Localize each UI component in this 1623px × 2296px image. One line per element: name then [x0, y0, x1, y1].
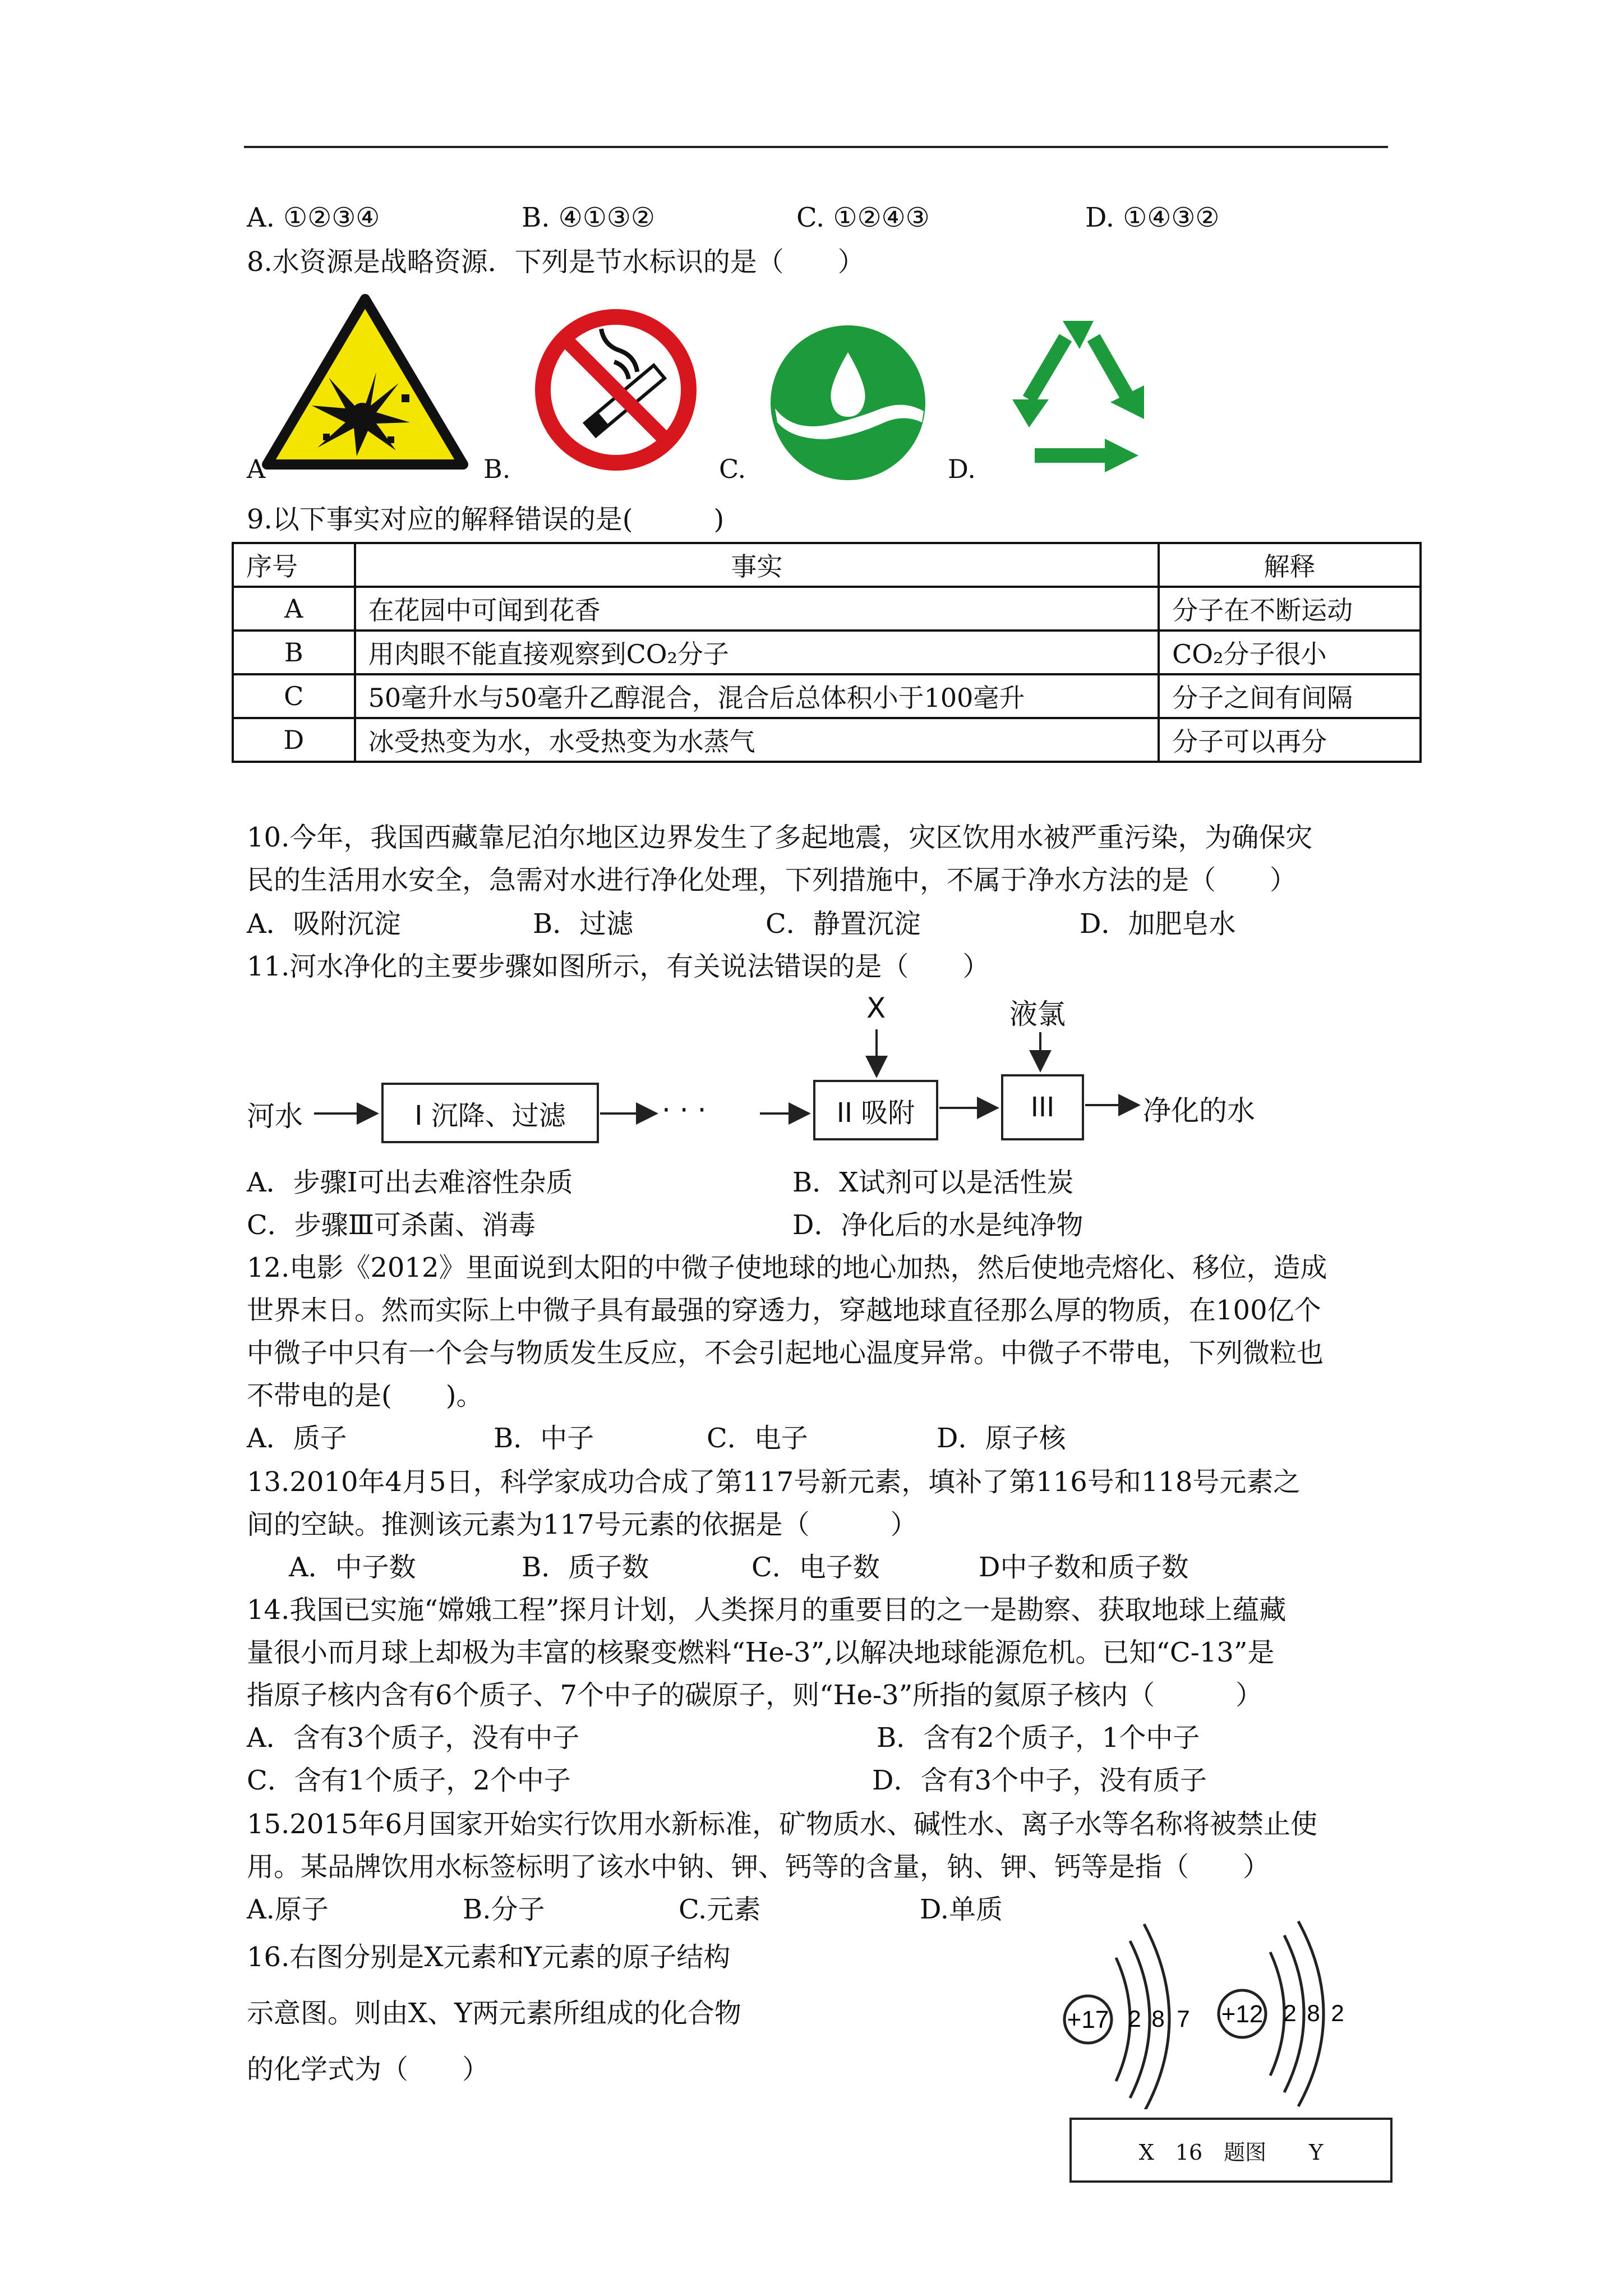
flow-ellipsis: · · · — [662, 1094, 707, 1126]
flow-step-1-box: I 沉降、过滤 — [381, 1083, 599, 1143]
q12-option-c: C．电子 — [707, 1423, 808, 1454]
q16-line-2: 示意图。则由X、Y两元素所组成的化合物 — [247, 1998, 741, 2029]
q16-line-1: 16.右图分别是X元素和Y元素的原子结构 — [247, 1941, 731, 1973]
table-cell: 分子在不断运动 — [1159, 587, 1421, 631]
flow-river-water: 河水 — [247, 1100, 303, 1133]
table-cell: 分子可以再分 — [1159, 718, 1421, 762]
q13-option-c: C．电子数 — [751, 1552, 880, 1583]
q12-line-4: 不带电的是( )。 — [247, 1380, 483, 1411]
flow-step-3-box: III — [1001, 1074, 1084, 1140]
q11-stem: 11.河水净化的主要步骤如图所示，有关说法错误的是（ ） — [247, 951, 990, 982]
table-header-cell: 事实 — [355, 543, 1159, 587]
table-cell: D — [233, 718, 355, 762]
q12-option-d: D．原子核 — [937, 1423, 1066, 1454]
q8-label-d: D. — [948, 454, 976, 484]
q16-line-3: 的化学式为（ ） — [247, 2054, 490, 2085]
q11-option-a: A．步骤Ⅰ可出去难溶性杂质 — [247, 1167, 573, 1198]
q14-option-a: A．含有3个质子，没有中子 — [247, 1722, 580, 1754]
q13-option-a: A．中子数 — [289, 1552, 416, 1583]
q12-line-3: 中微子中只有一个会与物质发生反应，不会引起地心温度异常。中微子不带电，下列微粒也 — [247, 1337, 1324, 1369]
q10-option-a: A．吸附沉淀 — [247, 908, 401, 940]
table-cell: CO₂分子很小 — [1159, 631, 1421, 674]
atom-y-nucleus: +12 — [1221, 2000, 1264, 2028]
table-cell: 50毫升水与50毫升乙醇混合，混合后总体积小于100毫升 — [355, 674, 1159, 718]
q13-line-1: 13.2010年4月5日，科学家成功合成了第117号新元素，填补了第116号和118号元素之 — [247, 1466, 1301, 1498]
q7-option-d: D. ①④③② — [1085, 202, 1220, 233]
atom-x-shell-3: 7 — [1177, 2005, 1190, 2032]
q11-option-b: B．X试剂可以是活性炭 — [792, 1167, 1074, 1198]
flow-purified-water: 净化的水 — [1143, 1094, 1255, 1127]
q15-line-1: 15.2015年6月国家开始实行饮用水新标准，矿物质水、碱性水、离子水等名称将被禁止使 — [247, 1809, 1318, 1840]
flow-x-label: X — [866, 992, 886, 1024]
atom-x-shell-1: 2 — [1128, 2005, 1141, 2032]
q14-line-3: 指原子核内含有6个质子、7个中子的碳原子，则“He-3”所指的氦原子核内（ ） — [247, 1680, 1263, 1711]
q14-line-2: 量很小而月球上却极为丰富的核聚变燃料“He-3”,以解决地球能源危机。已知“C-13”是 — [247, 1637, 1275, 1668]
atom-x — [1064, 1924, 1190, 2109]
q15-option-a: A.原子 — [247, 1894, 329, 1925]
q7-option-a: A. ①②③④ — [247, 202, 380, 233]
q13-option-d: D中子数和质子数 — [979, 1552, 1189, 1583]
q12-option-b: B．中子 — [494, 1423, 594, 1454]
atom-structure-diagram — [1054, 1918, 1368, 2109]
flow-chlorine-label: 液氯 — [1009, 998, 1066, 1030]
q15-option-d: D.单质 — [920, 1894, 1003, 1925]
q8-label-c: C. — [719, 454, 746, 484]
table-cell: 用肉眼不能直接观察到CO₂分子 — [355, 631, 1159, 674]
q15-line-2: 用。某品牌饮用水标签标明了该水中钠、钾、钙等的含量，钠、钾、钙等是指（ ） — [247, 1851, 1270, 1883]
q7-option-b: B. ④①③② — [522, 202, 655, 233]
q12-line-2: 世界末日。然而实际上中微子具有最强的穿透力，穿越地球直径那么厚的物质，在100亿个 — [247, 1295, 1321, 1326]
q10-stem-line-1: 10.今年，我国西藏靠尼泊尔地区边界发生了多起地震，灾区饮用水被严重污染，为确保灾 — [247, 822, 1313, 853]
q14-line-1: 14.我国已实施“嫦娥工程”探月计划，人类探月的重要目的之一是勘察、获取地球上蕴藏 — [247, 1594, 1287, 1626]
table-cell: B — [233, 631, 355, 674]
q12-line-1: 12.电影《2012》里面说到太阳的中微子使地球的地心加热，然后使地壳熔化、移位，造成 — [247, 1252, 1327, 1283]
q13-line-2: 间的空缺。推测该元素为117号元素的依据是（ ） — [247, 1509, 917, 1540]
q15-option-b: B.分子 — [463, 1894, 545, 1925]
flow-step-2-box: II 吸附 — [813, 1080, 938, 1140]
table-header-cell: 序号 — [233, 543, 355, 587]
table-cell: 在花园中可闻到花香 — [355, 587, 1159, 631]
q9-stem: 9.以下事实对应的解释错误的是( ) — [247, 504, 725, 535]
q8-label-a: A — [247, 454, 266, 484]
q10-stem-line-2: 民的生活用水安全，急需对水进行净化处理，下列措施中，不属于净水方法的是（ ） — [247, 864, 1297, 896]
q14-option-b: B．含有2个质子，1个中子 — [877, 1722, 1200, 1754]
q14-option-c: C．含有1个质子，2个中子 — [247, 1765, 571, 1796]
atom-x-shell-2: 8 — [1151, 2005, 1165, 2032]
atom-y — [1219, 1921, 1344, 2106]
q10-option-b: B．过滤 — [533, 908, 634, 940]
table-cell: 分子之间有间隔 — [1159, 674, 1421, 718]
atom-y-shell-1: 2 — [1283, 2000, 1297, 2026]
q8-stem: 8.水资源是战略资源．下列是节水标识的是（ ） — [247, 246, 865, 278]
q8-label-b: B. — [483, 454, 511, 484]
table-header-cell: 解释 — [1159, 543, 1421, 587]
q16-caption: X 16 题图 Y — [1069, 2118, 1393, 2183]
q11-option-c: C．步骤Ⅲ可杀菌、消毒 — [247, 1209, 536, 1241]
q15-option-c: C.元素 — [679, 1894, 761, 1925]
table-cell: 冰受热变为水，水受热变为水蒸气 — [355, 718, 1159, 762]
table-cell: A — [233, 587, 355, 631]
q13-option-b: B．质子数 — [522, 1552, 649, 1583]
q11-option-d: D．净化后的水是纯净物 — [792, 1209, 1083, 1241]
q12-option-a: A．质子 — [247, 1423, 347, 1454]
atom-y-shell-3: 2 — [1331, 2000, 1344, 2026]
q10-option-c: C．静置沉淀 — [766, 908, 921, 940]
table-cell: C — [233, 674, 355, 718]
q7-option-c: C. ①②④③ — [796, 202, 930, 233]
q14-option-d: D．含有3个中子，没有质子 — [872, 1765, 1207, 1796]
q10-option-d: D．加肥皂水 — [1080, 908, 1236, 940]
atom-y-shell-2: 8 — [1307, 2000, 1320, 2026]
atom-x-nucleus: +17 — [1067, 2006, 1109, 2033]
